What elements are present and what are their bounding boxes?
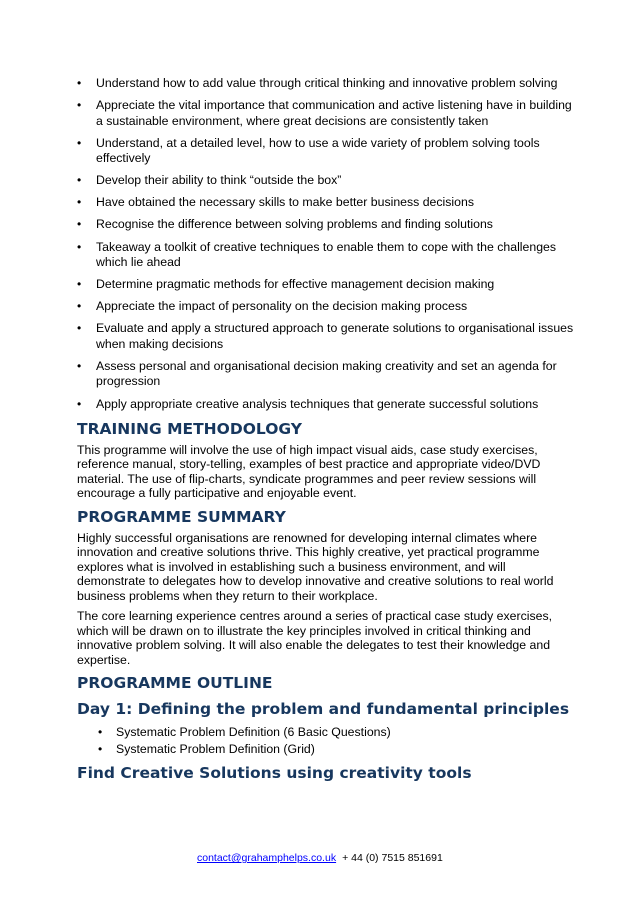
- list-item: [77, 76, 577, 92]
- bullet-icon: •: [98, 741, 103, 756]
- phone-number: + 44 (0) 7515 851691: [342, 852, 443, 864]
- list-item: [77, 277, 577, 293]
- bullet-icon: •: [77, 173, 82, 188]
- list-item: [77, 136, 577, 167]
- list-item: [77, 397, 577, 413]
- day1-heading: Day 1: Defining the problem and fundamental principles: [77, 700, 570, 719]
- bullet-icon: •: [77, 358, 82, 373]
- outline-heading: PROGRAMME OUTLINE: [77, 674, 273, 693]
- page-content: [77, 76, 577, 789]
- summary-paragraph: Highly successful organisations are renowned for developing internal climates where innovation and creative solutions thrive. This highly creative, yet practical programme explores what is involved in establishing such a business environment, and will demonstrate to delegates how to develop innovative and creative solutions to real world business problems when they return to their workplace.: [77, 530, 554, 603]
- list-item-text: Understand, at a detailed level, how to use a wide variety of problem solving tools effectively: [96, 135, 540, 166]
- day1-list: [77, 725, 577, 757]
- bullet-icon: •: [77, 98, 82, 113]
- list-item: [77, 98, 577, 129]
- list-item: [77, 217, 577, 233]
- list-item-text: Appreciate the vital importance that communication and active listening have in building a sustainable environment, where great decisions are consistently taken: [96, 98, 572, 128]
- list-item-text: Systematic Problem Definition (Grid): [116, 741, 315, 756]
- list-item-text: Assess personal and organisational decision making creativity and set an agenda for progression: [96, 358, 557, 389]
- bullet-icon: •: [77, 195, 82, 210]
- list-item: [77, 321, 577, 352]
- list-item: [98, 742, 577, 758]
- bullet-icon: •: [77, 396, 82, 411]
- bullet-icon: •: [77, 135, 82, 150]
- list-item: [77, 195, 577, 211]
- objectives-list: [77, 76, 577, 412]
- list-item-text: Understand how to add value through critical thinking and innovative problem solving: [96, 76, 558, 90]
- email-link[interactable]: contact@grahamphelps.co.uk: [197, 852, 337, 864]
- list-item-text: Develop their ability to think “outside the box”: [96, 173, 342, 188]
- bullet-icon: •: [77, 239, 82, 254]
- list-item-text: Apply appropriate creative analysis techniques that generate successful solutions: [96, 396, 539, 411]
- list-item-text: Recognise the difference between solving problems and finding solutions: [96, 217, 493, 232]
- list-item-text: Have obtained the necessary skills to make better business decisions: [96, 195, 474, 210]
- list-item: [98, 725, 577, 741]
- summary-heading: PROGRAMME SUMMARY: [77, 507, 286, 526]
- bullet-icon: •: [77, 299, 82, 314]
- list-item: [77, 359, 577, 390]
- list-item-text: Evaluate and apply a structured approach to generate solutions to organisational issues when making decisions: [96, 321, 574, 351]
- list-item-text: Determine pragmatic methods for effective management decision making: [96, 277, 495, 292]
- methodology-heading: TRAINING METHODOLOGY: [77, 419, 302, 438]
- bullet-icon: •: [77, 217, 82, 232]
- footer-contact: [197, 852, 443, 864]
- bullet-icon: •: [77, 321, 82, 336]
- methodology-paragraph: This programme will involve the use of high impact visual aids, case study exercises, reference manual, story-telling, examples of best practice and appropriate video/DVD material. The use of flip-charts, syndicate programmes and peer review sessions will encourage a fully participative and enjoyable event.: [77, 442, 541, 501]
- list-item: [77, 299, 577, 315]
- list-item: [77, 173, 577, 189]
- bullet-icon: •: [77, 277, 82, 292]
- list-item-text: Systematic Problem Definition (6 Basic Questions): [116, 725, 391, 740]
- list-item-text: Takeaway a toolkit of creative techniques to enable them to cope with the challenges which lie ahead: [96, 239, 557, 270]
- bullet-icon: •: [77, 76, 82, 90]
- creative-solutions-heading: Find Creative Solutions using creativity tools: [77, 764, 472, 783]
- list-item: [77, 240, 577, 271]
- bullet-icon: •: [98, 725, 103, 740]
- list-item-text: Appreciate the impact of personality on the decision making process: [96, 299, 468, 314]
- summary-paragraph: The core learning experience centres around a series of practical case study exercises, which will be drawn on to illustrate the key principles involved in critical thinking and innovative problem solving. It will also enable the delegates to test their knowledge and expertise.: [77, 609, 553, 667]
